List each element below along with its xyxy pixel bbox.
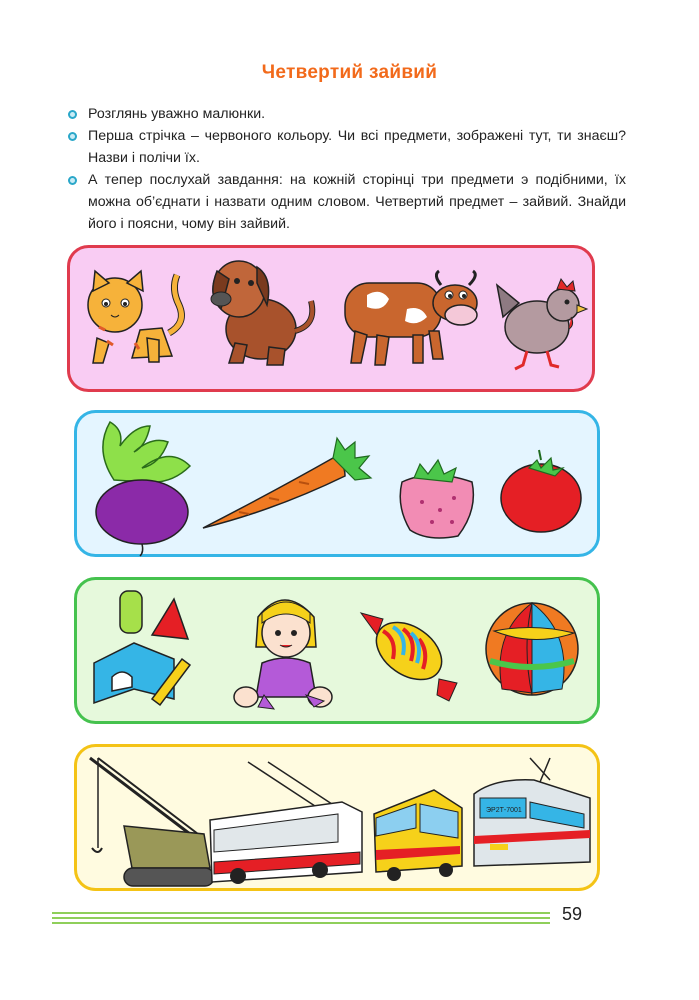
- page-title: Четвертий зайвий: [261, 62, 438, 83]
- instruction-item: [66, 103, 626, 125]
- instruction-list: [66, 103, 626, 235]
- page-number: 59: [562, 904, 583, 924]
- train-label: ЭР2Т-7001: [486, 807, 522, 814]
- footer-line: [52, 922, 550, 924]
- footer-line: [52, 917, 550, 919]
- strip-animals-art: [67, 245, 595, 392]
- strip-vegetables: [74, 410, 600, 557]
- bullet-icon: [68, 132, 77, 141]
- strip-toys-art: [74, 577, 600, 724]
- bullet-icon: [68, 110, 77, 119]
- ball-icon: [486, 603, 578, 695]
- strip-vegetables-art: [74, 410, 600, 557]
- instruction-item: [66, 169, 626, 235]
- footer-rule: [52, 912, 550, 927]
- bullet-icon: [68, 176, 77, 185]
- instruction-text: Перша стрічка – червоного кольору. Чи всі предмети, зображені тут, ти знаєш? Назви і полічи їх.: [88, 128, 626, 166]
- instruction-item: [66, 125, 626, 169]
- footer-line: [52, 912, 550, 914]
- instruction-text: Розглянь уважно малюнки.: [88, 106, 266, 122]
- strip-vehicles-art: [74, 744, 600, 891]
- strip-animals: [67, 245, 595, 392]
- strip-toys: [74, 577, 600, 724]
- strip-vehicles: [74, 744, 600, 891]
- instruction-text: А тепер послухай завдання: на кожній сторінці три предмети э подібними, їх можна об’єднати і назвати одним словом. Четвертий предмет – зайвий. Знайди його і поясни, чому він зайвий.: [88, 172, 626, 232]
